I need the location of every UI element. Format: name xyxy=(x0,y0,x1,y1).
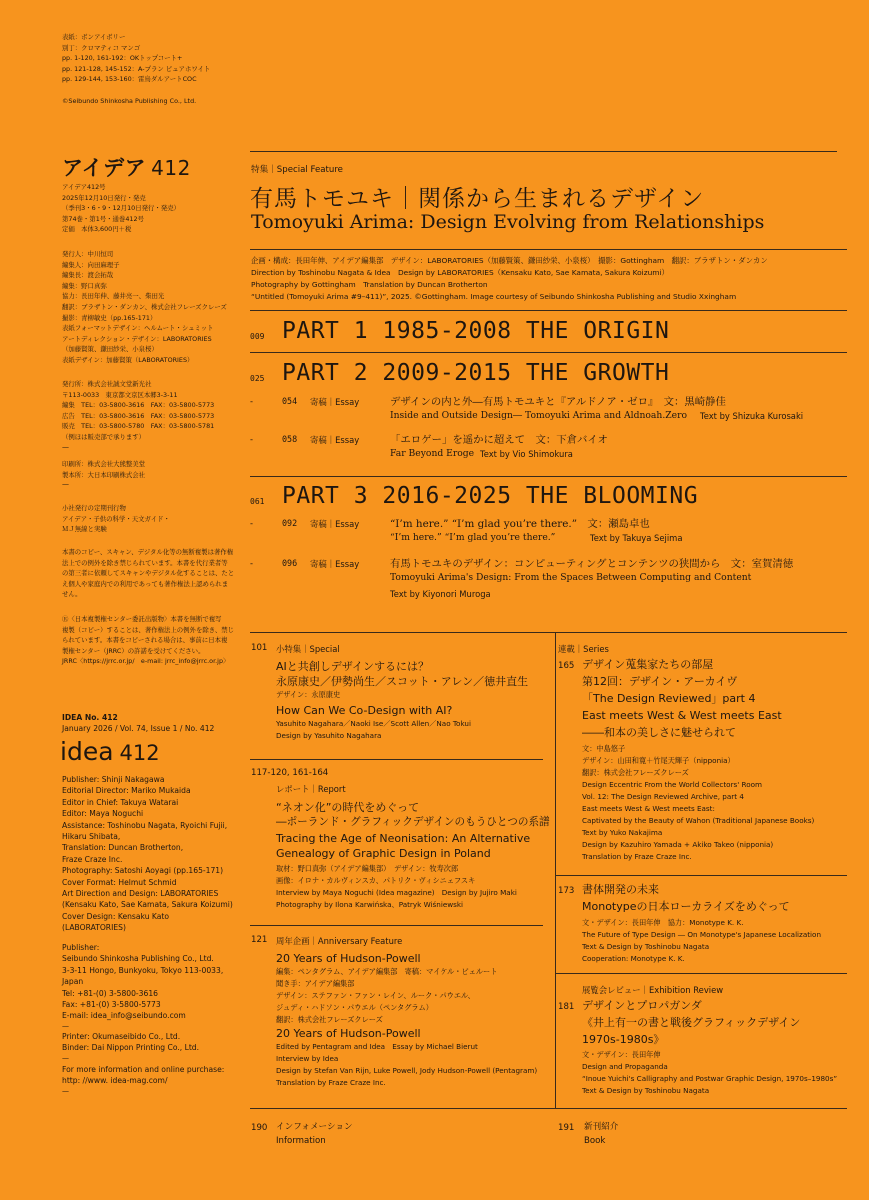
issue-label: IDEA No. 412 xyxy=(62,713,118,722)
rule-bottom xyxy=(250,1108,847,1109)
rule-part3 xyxy=(250,476,847,477)
series-credit: 翻訳：株式会社フレーズクレーズ xyxy=(582,768,689,777)
issue-line: （季刊3・6・9・12月10日発行・発売） xyxy=(62,204,180,213)
essay-title-jp: デザインの内と外―有馬トモユキと『アルドノア・ゼロ』 文：黒崎静佳 xyxy=(390,396,726,408)
staff-en xyxy=(62,774,242,934)
series-credit: Design by Kazuhiro Yamada + Akiko Takeo (nipponia) xyxy=(582,840,774,849)
more-info-link[interactable]: http: //www. idea-mag.com/ xyxy=(62,1076,168,1086)
credit-line: 企画・構成：長田年伸、アイデア編集部 デザイン：LABORATORIES（加藤賢策、鎌田紗栄、小泉桜） 撮影：Gottingham 翻訳：ブラザトン・ダンカン xyxy=(251,256,768,265)
essay-title-jp: 「エロゲー」を遥かに超えて 文：下倉バイオ xyxy=(390,434,608,446)
series-body[interactable] xyxy=(582,657,814,863)
staff-line: Art Direction and Design: LABORATORIES xyxy=(62,889,219,899)
dash-separator: — xyxy=(62,1053,69,1062)
staff-line: 翻訳：ブラザトン・ダンカン、株式会社フレーズクレーズ xyxy=(62,302,227,311)
anniversary-credit: デザイン：ステファン・ファン・レイン、ルーク・パウエル、 xyxy=(276,991,475,1000)
essay-credit: Text by Shizuka Kurosaki xyxy=(700,411,804,421)
essay-title-jp: “I’m here.” “I’m glad you’re there.” 文：瀬島卓也 xyxy=(390,518,650,530)
typeface-body[interactable] xyxy=(582,882,821,965)
staff-line: (Kensaku Kato, Sae Kamata, Sakura Koizumi) xyxy=(62,900,233,910)
paper-line: pp. 129-144, 153-160：雷鳥ダルアートCOC xyxy=(62,75,197,84)
feature-credits xyxy=(251,255,768,303)
special-design-en: Design by Yasuhito Nagahara xyxy=(276,731,382,740)
series-title: ――和本の美しさに魅せられて xyxy=(582,726,736,739)
series-title: East meets West & West meets East xyxy=(582,709,782,722)
publisher-line: Tel: +81-(0) 3-5800-3616 xyxy=(62,988,158,998)
publisher-line: 編集 TEL：03-5800-3616 FAX：03-5800-5773 xyxy=(62,401,215,410)
part-1-page: 009 xyxy=(250,332,265,341)
anniversary-credit: Design by Stefan Van Rijn, Luke Powell, Jody Hudson-Powell (Pentagram) xyxy=(276,1066,538,1075)
publisher-line: 販売 TEL：03-5800-5780 FAX：03-5800-5781 xyxy=(62,422,215,431)
issue-line: アイデア412号 xyxy=(62,183,106,191)
essay-page: 092 xyxy=(282,518,298,528)
series-credit: East meets West & West meets East: xyxy=(582,804,715,813)
essay-credit: Text by Kiyonori Muroga xyxy=(390,589,491,599)
paper-line: pp. 121-128, 145-152：A-プラン ピュアホワイト xyxy=(62,64,211,73)
essay-title-en-line xyxy=(390,532,683,543)
publisher-en xyxy=(62,942,242,1031)
logo-number: 412 xyxy=(151,156,191,180)
part-2-title[interactable]: PART 2 2009-2015 THE GROWTH xyxy=(282,360,670,386)
publisher-line: Fax: +81-(0) 3-5800-5773 xyxy=(62,1000,161,1010)
publisher-line: （例ほは販売部で承ります） xyxy=(62,432,146,441)
staff-line: （加藤賢策、鎌田紗栄、小泉桜） xyxy=(62,345,158,354)
info-body[interactable] xyxy=(276,1120,353,1148)
anniversary-credit: Translation by Fraze Craze Inc. xyxy=(276,1078,386,1087)
essay-page: 096 xyxy=(282,558,298,568)
rule-sections xyxy=(250,632,847,633)
anniversary-title-en: 20 Years of Hudson-Powell xyxy=(276,1027,421,1040)
idea-logo-en xyxy=(60,738,160,767)
exhibition-page: 181 xyxy=(558,1002,575,1012)
report-kicker: レポート｜Report xyxy=(276,784,346,794)
dash-separator: — xyxy=(62,480,69,489)
part-2-page: 025 xyxy=(250,374,265,383)
publisher-line: 発行所：株式会社誠文堂新光社 xyxy=(62,380,152,388)
anniversary-credit: 編集：ペンタグラム、アイデア編集部 寄稿：マイケル・ビェルート xyxy=(276,967,498,976)
report-title-en: Genealogy of Graphic Design in Poland xyxy=(276,847,491,860)
series-credit: Translation by Fraze Craze Inc. xyxy=(582,852,692,861)
special-page: 101 xyxy=(251,643,268,653)
typeface-credit: The Future of Type Design ― On Monotype's Japanese Localization xyxy=(582,930,822,939)
publisher-jp xyxy=(62,379,242,452)
essay-kind: 寄稿｜Essay xyxy=(310,519,360,529)
essay-page: 054 xyxy=(282,396,298,406)
rule-report xyxy=(250,759,543,760)
anniversary-credit: ジュディ・ハドソン・パウエル（ペンタグラム） xyxy=(276,1003,433,1012)
typeface-credit: Text & Design by Toshinobu Nagata xyxy=(582,942,710,951)
rule-part1 xyxy=(250,310,847,311)
series-title: 第12回：デザイン・アーカイヴ xyxy=(582,675,738,688)
essay-title-en: Far Beyond Eroge xyxy=(390,448,475,459)
notice-line: え個人や家庭内での利用であっても著作権法上認められま xyxy=(62,579,229,588)
staff-line: (LABORATORIES) xyxy=(62,923,126,933)
staff-line: 編集長：渡会拓哉 xyxy=(62,271,114,280)
books-page: 191 xyxy=(558,1123,575,1133)
essay-credit: Text by Takuya Sejima xyxy=(590,533,683,543)
essay-title-en-line xyxy=(390,410,804,421)
special-design-jp: デザイン：永原康史 xyxy=(276,690,341,699)
anniversary-credit: Edited by Pentagram and Idea Essay by Michael Bierut xyxy=(276,1042,478,1051)
anniversary-credit: 翻訳：株式会社フレーズクレーズ xyxy=(276,1015,383,1024)
part-1-title[interactable]: PART 1 1985-2008 THE ORIGIN xyxy=(282,318,670,344)
staff-line: 協力：長田年伸、藤井亮一、柴田光 xyxy=(62,292,165,301)
staff-jp xyxy=(62,249,242,366)
publisher-line: 〒113-0033 東京都文京区本郷3-3-11 xyxy=(62,390,178,399)
essay-kind: 寄稿｜Essay xyxy=(310,435,360,445)
exhibition-kicker: 展覧会レビュー｜Exhibition Review xyxy=(582,985,724,995)
idea-logo-jp xyxy=(62,152,191,182)
credit-line: Photography by Gottingham Translation by Duncan Brotherton xyxy=(251,280,488,289)
special-kicker: 小特集｜Special xyxy=(276,644,340,654)
report-credit: 取材：野口真弥（アイデア編集部） デザイン：牧寿次郎 xyxy=(276,864,459,873)
report-credit: Photography by Ilona Karwińska、Patryk Wiśniewski xyxy=(276,900,464,909)
special-title-jp: AIと共創しデザインするには？ xyxy=(276,660,429,673)
jrrc-notice xyxy=(62,614,242,667)
copyright-line: ©Seibundo Shinkosha Publishing Co., Ltd. xyxy=(62,96,197,105)
essay-title-en: Inside and Outside Design― Tomoyuki Arima and Aldnoah.Zero xyxy=(390,410,687,421)
notice-line: 製権センター（JRRC）の許諾を受けてください。 xyxy=(62,646,205,655)
essay-kind: 寄稿｜Essay xyxy=(310,559,360,569)
report-page: 117-120, 161-164 xyxy=(251,768,329,778)
books-body[interactable] xyxy=(584,1120,618,1148)
exhibition-title: 《井上有一の書と戦後グラフィックデザイン xyxy=(582,1016,801,1029)
rule-feature xyxy=(250,249,847,250)
printer-jp xyxy=(62,459,242,489)
anniversary-page: 121 xyxy=(251,935,268,945)
periodicals-line: アイデア・子供の科学・天文ガイド・ xyxy=(62,514,170,523)
series-credit: Captivated by the Beauty of Wahon (Traditional Japanese Books) xyxy=(582,816,815,825)
dash-separator: — xyxy=(62,1021,69,1030)
report-subtitle-jp: ―ポーランド・グラフィックデザインのもうひとつの系譜 xyxy=(276,816,550,828)
staff-line: 編集人：向田麻理子 xyxy=(62,260,120,269)
essay-dash: - xyxy=(250,434,254,444)
publisher-line: E-mail: idea_info@seibundo.com xyxy=(62,1011,186,1021)
rule-anniversary xyxy=(250,925,543,926)
printer-line: Binder: Dai Nippon Printing Co., Ltd. xyxy=(62,1043,200,1053)
anniversary-credit: Interview by Idea xyxy=(276,1054,339,1063)
notice-line: 法上での例外を除き禁じられています。本書を代行業者等 xyxy=(62,558,228,567)
info-page: 190 xyxy=(251,1123,268,1133)
report-title-en: Tracing the Age of Neonisation: An Alternative xyxy=(276,832,531,845)
anniversary-title: 20 Years of Hudson-Powell xyxy=(276,952,421,965)
paper-line: pp. 1-120, 161-192：OKトップコート+ xyxy=(62,54,183,63)
publisher-line: 広告 TEL：03-5800-3616 FAX：03-5800-5773 xyxy=(62,411,215,420)
staff-line: Photography: Satoshi Aoyagi (pp.165-171) xyxy=(62,866,224,876)
rule-top xyxy=(250,151,837,152)
typeface-title: 書体開発の未来 xyxy=(582,883,659,896)
essay-credit: Text by Vio Shimokura xyxy=(480,449,573,459)
staff-line: Publisher: Shinji Nakagawa xyxy=(62,775,165,784)
exhibition-body[interactable] xyxy=(582,998,837,1097)
notice-line: 本書のコピー、スキャン、デジタル化等の無断複製は著作権 xyxy=(62,548,234,556)
series-page: 165 xyxy=(558,661,575,671)
series-credit: 文：中島悠子 xyxy=(582,744,626,753)
info-title-jp: インフォメーション xyxy=(276,1122,353,1132)
series-title: 「The Design Reviewed」part 4 xyxy=(582,692,756,705)
issue-info-jp xyxy=(62,182,242,235)
essay-title-en-line xyxy=(390,448,573,459)
rule-typeface xyxy=(556,875,847,876)
paper-line: 別丁：クロマティコ マンゴ xyxy=(62,43,141,52)
more-info xyxy=(62,1064,242,1096)
logo-text: idea xyxy=(60,737,114,766)
essay-dash: - xyxy=(250,396,254,406)
issue-line: 定価 本体3,600円＋税 xyxy=(62,225,132,234)
publisher-line: 3-3-11 Hongo, Bunkyoku, Tokyo 113-0033, xyxy=(62,965,224,975)
dash-separator: — xyxy=(62,442,69,451)
part-3-title[interactable]: PART 3 2016-2025 THE BLOOMING xyxy=(282,483,699,509)
essay-title-en: “I’m here.” “I’m glad you’re there.” xyxy=(390,532,556,543)
essay-kind: 寄稿｜Essay xyxy=(310,397,360,407)
staff-line: アートディレクション・デザイン：LABORATORIES xyxy=(62,334,212,343)
exhibition-credit: Design and Propaganda xyxy=(582,1062,668,1071)
printer-line: 印刷所：株式会社大熊整美堂 xyxy=(62,460,146,468)
more-info-line: For more information and online purchase: xyxy=(62,1065,225,1074)
essay-dash: - xyxy=(250,518,254,528)
publisher-line: Seibundo Shinkosha Publishing Co., Ltd. xyxy=(62,954,214,964)
publisher-line: Publisher: xyxy=(62,943,100,952)
notice-line: Ⓡ〈日本複製権センター委託出版物〉本書を無断で複写 xyxy=(62,615,222,623)
paper-line xyxy=(62,85,242,96)
report-credit: Interview by Maya Noguchi (Idea magazine) Design by Jujiro Maki xyxy=(276,888,517,897)
notice-line: 複製（コピー）することは、著作権法上の例外を除き、禁じ xyxy=(62,625,235,634)
rule-part2 xyxy=(250,352,847,353)
typeface-subtitle: Monotypeの日本ローカライズをめぐって xyxy=(582,900,790,913)
staff-line: 表紙デザイン：加藤賢策（LABORATORIES） xyxy=(62,355,194,364)
periodicals-line: ＭＪ無線と実験 xyxy=(62,525,107,534)
printer-line: Printer: Okumaseibido Co., Ltd. xyxy=(62,1032,181,1041)
series-title: デザイン蒐集家たちの部屋 xyxy=(582,658,714,671)
essay-title-en: Tomoyuki Arima's Design: From the Spaces Between Computing and Content xyxy=(390,572,752,583)
special-body[interactable] xyxy=(276,659,528,742)
part-3-page: 061 xyxy=(250,497,265,506)
report-credit: 画像：イロナ・カルヴィンスカ、パトリク・ヴィシニェフスキ xyxy=(276,876,476,885)
series-credit: デザイン：山田和寛＋竹尾天輝子（nipponia） xyxy=(582,756,735,765)
essay-title-jp: 有馬トモユキのデザイン：コンピューティングとコンテンツの狭間から 文：室賀清徳 xyxy=(390,558,794,570)
special-title-en: How Can We Co-Design with AI? xyxy=(276,704,453,717)
series-credit: Vol. 12: The Design Reviewed Archive, part 4 xyxy=(582,792,744,801)
anniversary-credit: 聞き手：アイデア編集部 xyxy=(276,979,355,988)
colophon-paper xyxy=(62,32,242,106)
special-authors-en: Yasuhito Nagahara／Naoki Ise／Scott Allen／Nao Tokui xyxy=(276,719,471,728)
report-title-jp: “ネオン化”の時代をめぐって xyxy=(276,801,420,814)
notice-line: JRRC〈https://jrrc.or.jp/ e-mail: jrrc_info@jrrc.or.jp〉 xyxy=(62,657,230,666)
copyright-notice xyxy=(62,547,242,600)
typeface-page: 173 xyxy=(558,886,575,896)
books-title-jp: 新刊紹介 xyxy=(584,1122,619,1132)
issue-date: January 2026 / Vol. 74, Issue 1 / No. 412 xyxy=(62,724,215,734)
staff-line: Hikaru Shibata, xyxy=(62,832,121,842)
exhibition-credit: “Inoue Yuichi's Calligraphy and Postwar Graphic Design, 1970s–1980s” xyxy=(582,1074,838,1083)
staff-line: Assistance: Toshinobu Nagata, Ryoichi Fujii, xyxy=(62,820,228,830)
series-credit: Design Eccentric From the World Collectors' Room xyxy=(582,780,763,789)
feature-title-en: Tomoyuki Arima: Design Evolving from Relationships xyxy=(251,211,765,233)
issue-info-en xyxy=(62,712,242,735)
anniversary-body[interactable] xyxy=(276,951,537,1089)
report-body[interactable] xyxy=(276,800,550,911)
periodicals-line: 小社発行の定期刊行物 xyxy=(62,504,126,512)
credit-line: Direction by Toshinobu Nagata & Idea Design by LABORATORIES（Kensaku Kato, Sae Kamata, Sakura Koizumi） xyxy=(251,268,669,277)
issue-line: 第74巻・第1号・通巻412号 xyxy=(62,214,144,223)
notice-line: せん。 xyxy=(62,590,82,599)
staff-line: 発行人：中川恒司 xyxy=(62,250,114,258)
logo-number: 412 xyxy=(119,741,160,765)
staff-line: Translation: Duncan Brotherton, xyxy=(62,843,184,853)
exhibition-credit: 文・デザイン：長田年伸 xyxy=(582,1050,661,1059)
notice-line: られています。本書をコピーされる場合は、事前に日本複 xyxy=(62,636,228,645)
special-authors-jp: 永原康史／伊勢尚生／スコット・アレン／徳井直生 xyxy=(276,675,529,688)
anniversary-kicker: 周年企画｜Anniversary Feature xyxy=(276,936,403,946)
issue-line: 2025年12月10日発行・発売 xyxy=(62,193,146,202)
staff-line: Cover Format: Helmut Schmid xyxy=(62,877,177,887)
staff-line: Editorial Director: Mariko Mukaida xyxy=(62,786,191,796)
feature-title-jp: 有馬トモユキ｜関係から生まれるデザイン xyxy=(250,186,705,212)
credit-line: “Untitled (Tomoyuki Arima #9–411)”, 2025. ©Gottingham. Image courtesy of Seibundo Shinkosha Publishing and Studio Xxingham xyxy=(251,292,737,301)
info-title-en: Information xyxy=(276,1136,326,1146)
publisher-line: Japan xyxy=(62,977,84,987)
exhibition-title: デザインとプロパガンダ xyxy=(582,999,702,1012)
periodicals-jp xyxy=(62,503,242,535)
staff-line: Editor: Maya Noguchi xyxy=(62,809,144,819)
staff-line: 撮影：青柳敏史（pp.165-171） xyxy=(62,313,157,322)
printer-line: 製本所：大日本印刷株式会社 xyxy=(62,470,146,479)
series-credit: Text by Yuko Nakajima xyxy=(582,828,663,837)
paper-line: 表紙：ボンアイボリー xyxy=(62,33,126,41)
staff-line: Editor in Chief: Takuya Watarai xyxy=(62,797,179,807)
staff-line: 編集：野口真弥 xyxy=(62,281,107,290)
logo-name: アイデア xyxy=(62,156,147,180)
exhibition-credit: Text & Design by Toshinobu Nagata xyxy=(582,1086,710,1095)
exhibition-title: 1970s-1980s》 xyxy=(582,1033,665,1046)
dash-separator: — xyxy=(62,1086,69,1095)
books-title-en: Book xyxy=(584,1136,606,1146)
rule-exhibition xyxy=(556,973,847,974)
notice-line: の第三者に依頼してスキャンやデジタル化することは、たと xyxy=(62,569,235,578)
typeface-credit: 文・デザイン：長田年伸 協力：Monotype K. K. xyxy=(582,918,744,927)
printer-en xyxy=(62,1031,242,1063)
essay-dash: - xyxy=(250,558,254,568)
essay-page: 058 xyxy=(282,434,298,444)
typeface-credit: Cooperation: Monotype K. K. xyxy=(582,954,685,963)
staff-line: Cover Design: Kensaku Kato xyxy=(62,911,170,921)
staff-line: 表紙フォーマットデザイン：ヘルムート・シュミット xyxy=(62,324,214,333)
staff-line: Fraze Craze Inc. xyxy=(62,854,123,864)
feature-kicker: 特集｜Special Feature xyxy=(251,165,343,175)
column-divider xyxy=(555,632,556,1108)
series-kicker: 連載｜Series xyxy=(558,644,609,654)
